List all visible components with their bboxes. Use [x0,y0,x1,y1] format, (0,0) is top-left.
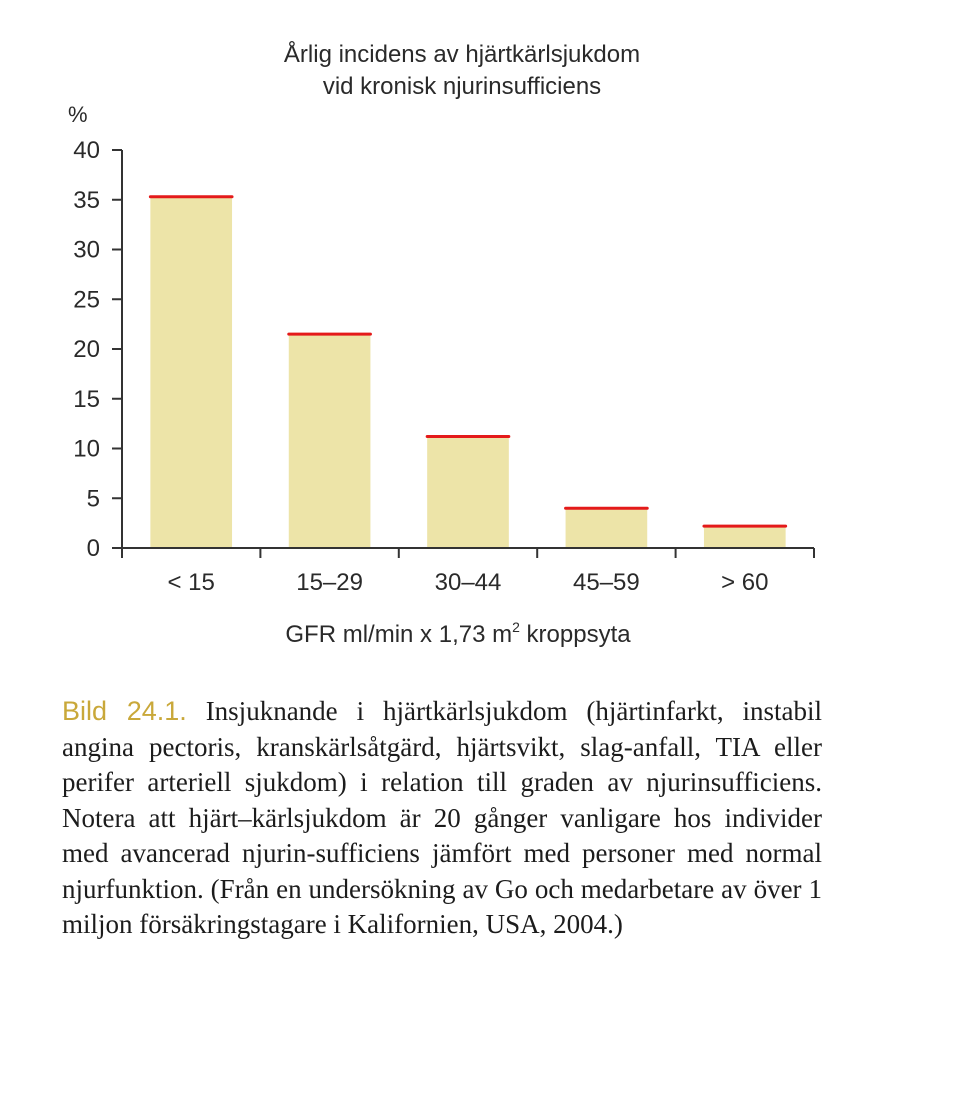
x-axis-ticks [122,548,814,596]
chart-title-line-1: Årlig incidens av hjärtkärlsjukdom [283,41,641,68]
bar-4 [566,508,648,548]
chart-title-line-2: vid kronisk njurinsufficiens [322,73,602,100]
figure-caption [62,694,822,943]
y-tick-label: 20 [73,336,100,363]
bar-1 [150,197,232,548]
x-axis-label-tail: kroppsyta [519,621,631,648]
y-tick-label: 25 [73,286,100,314]
y-tick-label: 5 [86,485,100,513]
y-tick-label: 30 [73,236,100,264]
bar-5 [704,526,786,548]
x-axis-label-main: GFR ml/min x 1,73 m [285,621,513,648]
y-tick-label: 0 [86,535,100,562]
x-tick-label-1: < 15 [167,569,215,596]
bar-3 [427,437,509,548]
y-tick-label: 40 [73,137,100,164]
y-axis-unit-label: % [68,102,88,127]
x-tick-label-2: 15–29 [296,569,363,596]
x-axis-label-superscript: 2 [512,619,520,635]
caption-text: Insjuknande i hjärtkärlsjukdom (hjärtinfarkt, instabil angina pectoris, kranskärlsåtgärd, hjärtsvikt, slag-anfall, TIA eller perifer arteriell sjukdom) i relation till graden av njurinsufficiens. Notera att hjärt–kärlsjukdom är 20 gånger vanligare hos individer med avancerad njurin-sufficiens jämfört med personer med normal njurfunktion. (Från en undersökning av Go och medarbetare av över 1 miljon försäkringstagare i Kalifornien, USA, 2004.) [62,696,823,939]
x-tick-label-5: > 60 [721,569,769,596]
y-axis-ticks [73,137,122,562]
bar-2 [289,334,371,548]
x-tick-label-4: 45–59 [573,569,640,596]
x-axis-label [285,619,631,648]
bars-group [150,197,785,548]
caption-label: Bild 24.1. [62,696,187,726]
y-tick-label: 35 [73,186,100,214]
y-tick-label: 15 [73,385,100,413]
y-tick-label: 10 [73,435,100,463]
x-tick-label-3: 30–44 [434,569,502,596]
